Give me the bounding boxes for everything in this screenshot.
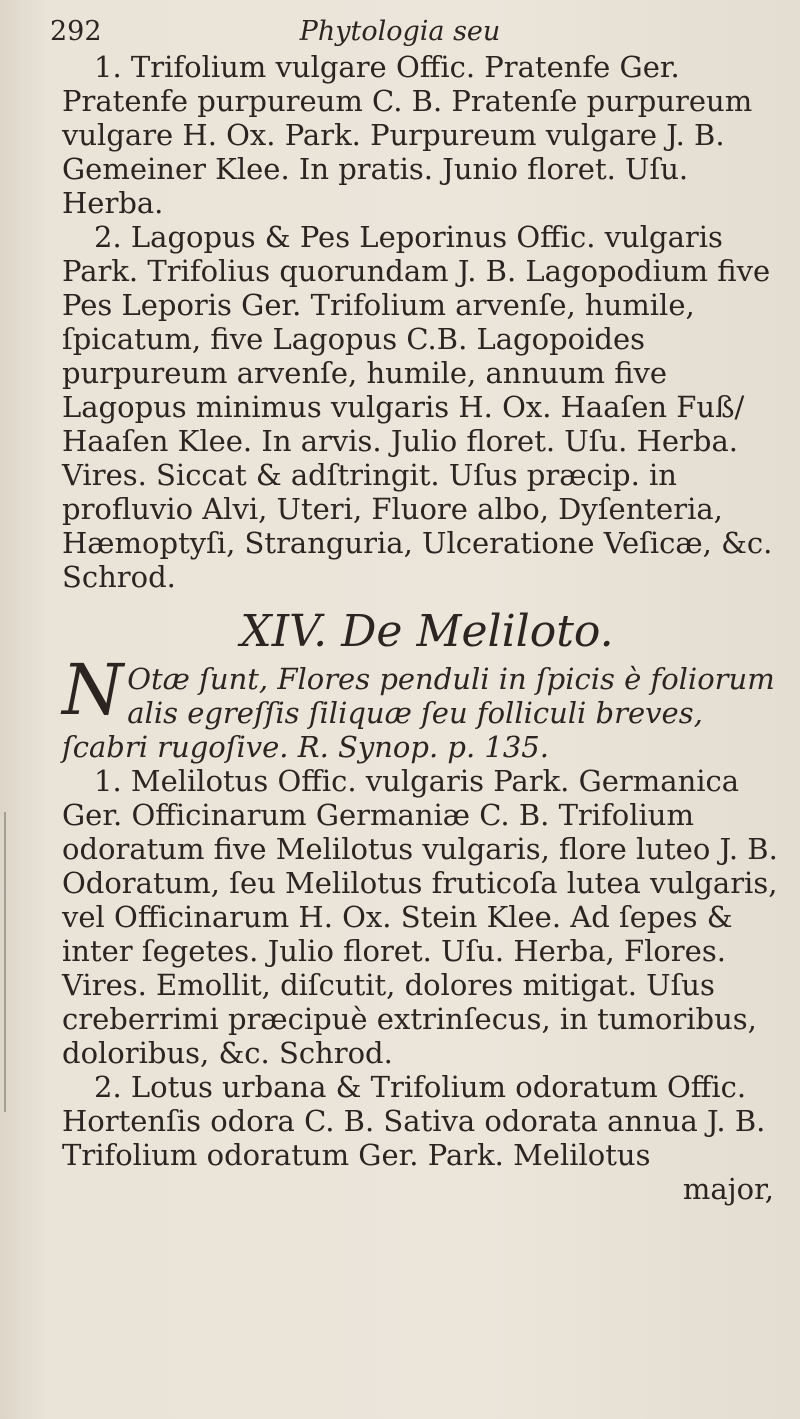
entry-number: 2.	[94, 1070, 122, 1104]
entry-3	[62, 764, 792, 1070]
running-title: Phytologia seu	[299, 16, 501, 47]
entry-number: 2.	[94, 220, 122, 254]
section-intro	[62, 649, 792, 764]
page-edge-line	[4, 812, 6, 1112]
catchword: major,	[682, 1172, 774, 1206]
entry-text: Lagopus & Pes Leporinus Offic. vulgaris Park. Trifolius quorundam J. B. Lagopodium five Pes Leporis Ger. Trifolium arvenſe, humile, ſpicatum, five Lagopus C.B. Lagopoides purpureum arvenſe, humile, annuum five Lagopus minimus vulgaris H. Ox. Haaſen Fuß/ Haaſen Klee. In arvis. Julio floret. Uſu. Herba. Vires. Siccat & adſtringit. Uſus præcip. in profluvio Alvi, Uteri, Fluore albo, Dyſenteria, Hæmoptyſi, Stranguria, Ulceratione Veſicæ, &c. Schrod.	[62, 220, 773, 594]
entry-number: 1.	[94, 50, 122, 84]
page-number: 292	[50, 16, 102, 47]
entry-1	[62, 50, 792, 220]
entry-number: 1.	[94, 764, 122, 798]
entry-4	[62, 1070, 792, 1172]
drop-cap: N	[62, 649, 124, 731]
page-header	[0, 12, 800, 52]
entry-text: Lotus urbana & Trifolium odoratum Offic. Hortenſis odora C. B. Sativa odorata annua J. B. Trifolium odoratum Ger. Park. Melilotus	[62, 1070, 766, 1172]
entry-text: Trifolium vulgare Offic. Pratenfe Ger. Pratenfe purpureum C. B. Pratenſe purpureum vulgare H. Ox. Park. Purpureum vulgare J. B. Gemeiner Klee. In pratis. Junio floret. Uſu. Herba.	[62, 50, 753, 220]
section-heading: XIV. De Meliloto.	[240, 606, 614, 657]
entry-2	[62, 220, 792, 594]
body-text	[62, 50, 792, 1206]
intro-text: Otæ ſunt, Flores penduli in ſpicis è foliorum alis egreſſis ſiliquæ ſeu folliculi breves, ſcabri rugoſive. R. Synop. p. 135.	[62, 662, 775, 764]
entry-text: Melilotus Offic. vulgaris Park. Germanica Ger. Officinarum Germaniæ C. B. Trifolium odoratum five Melilotus vulgaris, flore luteo J. B. Odoratum, ſeu Melilotus fruticoſa lutea vulgaris, vel Officinarum H. Ox. Stein Klee. Ad ſepes & inter ſegetes. Julio floret. Uſu. Herba, Flores. Vires. Emollit, diſcutit, dolores mitigat. Uſus creberrimi præcipuè extrinſecus, in tumoribus, doloribus, &c. Schrod.	[62, 764, 778, 1070]
